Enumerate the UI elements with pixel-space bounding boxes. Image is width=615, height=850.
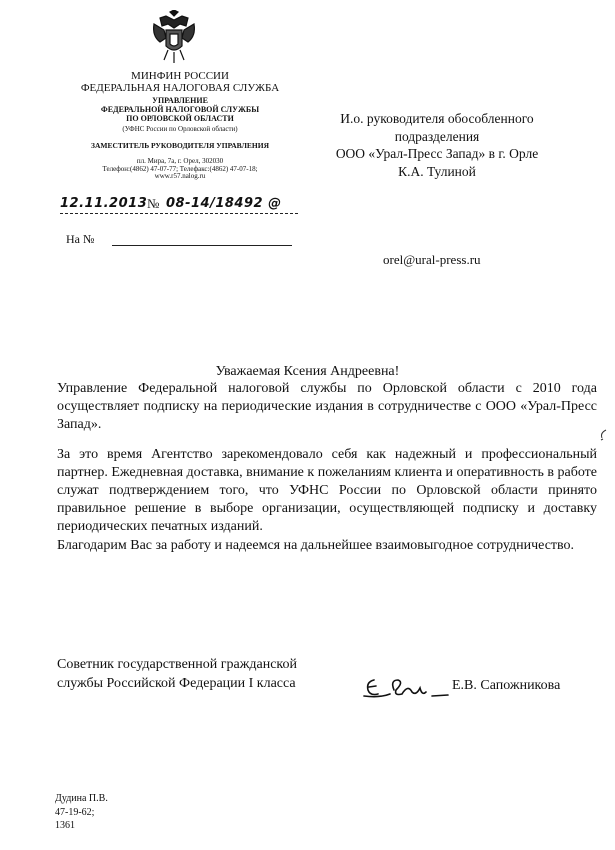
recipient-email: orel@ural-press.ru — [383, 252, 481, 267]
recipient-block: И.о. руководителя обособленного подразделения ООО «Урал-Пресс Запад» в г. Орле К.А. Тулиной — [335, 111, 539, 179]
margin-mark-icon — [598, 428, 610, 442]
letterhead-position: ЗАМЕСТИТЕЛЬ РУКОВОДИТЕЛЯ УПРАВЛЕНИЯ — [90, 141, 270, 150]
outgoing-date: 12.11.2013 — [60, 196, 148, 211]
number-label: № — [147, 196, 160, 211]
letterhead-contacts: пл. Мира, 7а, г. Орел, 302030 Телефон:(4862) 47-07-77; Телефакс:(4862) 47-07-18; www.r57.nalog.ru — [102, 157, 258, 181]
registration-underline — [60, 213, 298, 214]
paragraph-1: Управление Федеральной налоговой службы по Орловской области с 2010 года осуществляет подписку на периодические издания в сотрудничестве с ООО «Урал-Пресс Запад». — [57, 381, 597, 433]
letterhead-short-name: (УФНС России по Орловской области) — [122, 125, 238, 133]
letterhead-department: УПРАВЛЕНИЕ ФЕДЕРАЛЬНОЙ НАЛОГОВОЙ СЛУЖБЫ ПО ОРЛОВСКОЙ ОБЛАСТИ — [100, 96, 260, 123]
executor-info: Дудина П.В. 47-19-62; 1361 — [55, 793, 108, 831]
letter-body — [57, 380, 597, 555]
reply-to-line — [112, 245, 292, 246]
signer-position: Советник государственной гражданской службы Российской Федерации I класса — [57, 657, 298, 691]
paragraph-2: За это время Агентство зарекомендовало себя как надежный и профессиональный партнер. Ежедневная доставка, внимание к пожеланиям клиента и оперативность в работе служат подтверждением того, что УФНС России по Орловской области принято правильное решение в выборе организации, осуществляющей подписку и доставку периодических печатных изданий. — [57, 446, 597, 535]
handwritten-signature-icon — [360, 670, 452, 704]
paragraph-3: Благодарим Вас за работу и надеемся на дальнейшее взаимовыгодное сотрудничество. — [57, 537, 575, 553]
coat-of-arms-icon — [150, 10, 198, 65]
reply-to-label: На № — [66, 232, 95, 246]
letterhead-ministry: МИНФИН РОССИИ ФЕДЕРАЛЬНАЯ НАЛОГОВАЯ СЛУЖБА — [80, 70, 280, 95]
outgoing-number: 08-14/18492 @ — [166, 196, 282, 211]
greeting: Уважаемая Ксения Андреевна! — [215, 364, 400, 379]
signer-name: Е.В. Сапожникова — [452, 678, 561, 693]
